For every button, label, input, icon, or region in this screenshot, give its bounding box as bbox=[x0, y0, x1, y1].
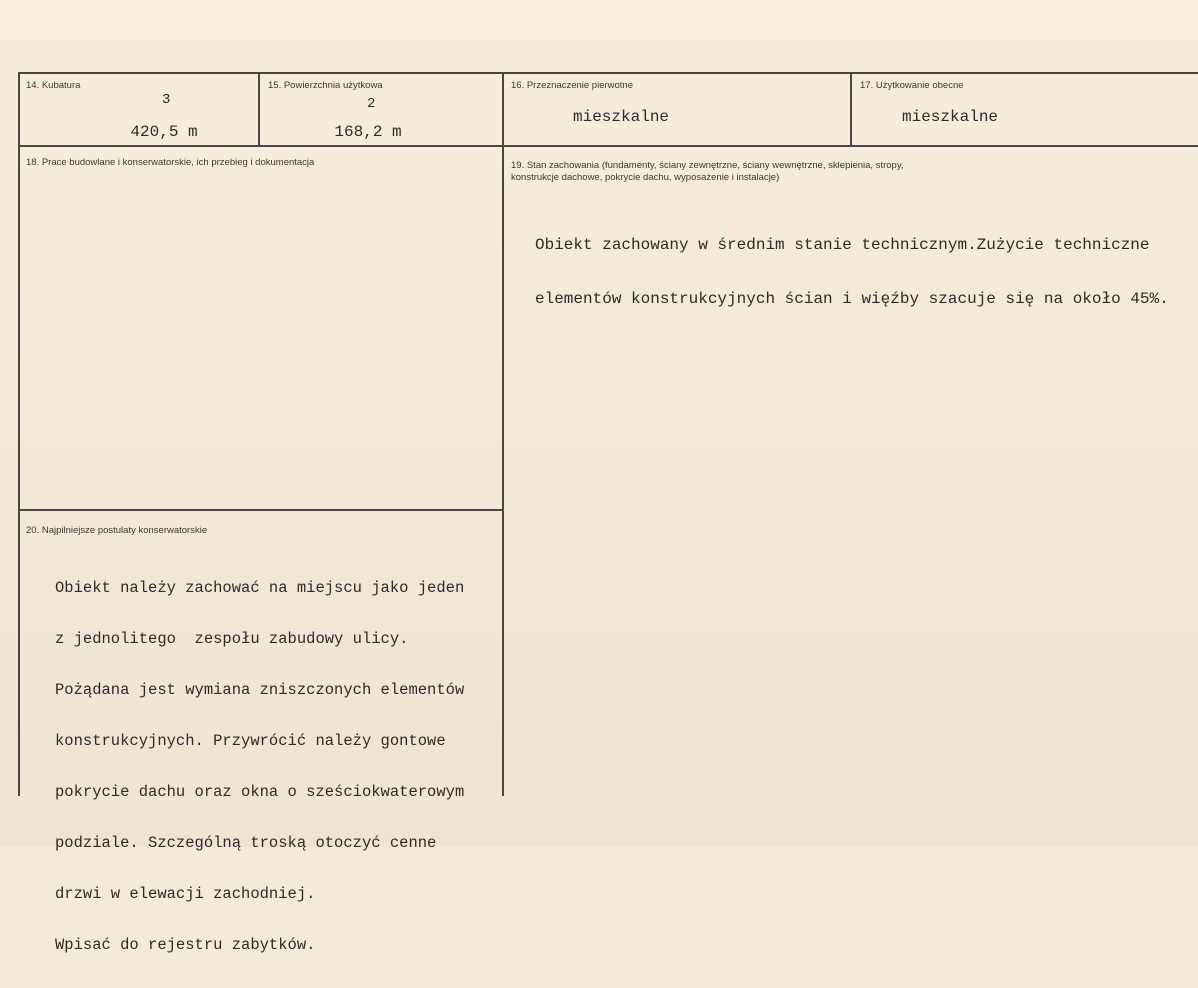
field-20-text-line: konstrukcyjnych. Przywrócić należy gontowe bbox=[55, 732, 446, 750]
field-19-text bbox=[535, 200, 1169, 344]
field-20-text-line: Pożądana jest wymiana zniszczonych elementów bbox=[55, 681, 465, 699]
field-14-value bbox=[92, 105, 198, 159]
field-19-text-line: Obiekt zachowany w średnim stanie technicznym.Zużycie techniczne bbox=[535, 236, 1150, 254]
field-20-text-line: podziale. Szczególną troską otoczyć cenne bbox=[55, 834, 437, 852]
field-18-label: 18. Prace budowlane i konserwatorskie, ich przebieg i dokumentacja bbox=[26, 157, 315, 168]
field-20-text-line: Wpisać do rejestru zabytków. bbox=[55, 936, 316, 954]
col-divider-3 bbox=[850, 72, 852, 147]
field-14-label: 14. Kubatura bbox=[26, 80, 81, 91]
field-20-text-line: drzwi w elewacji zachodniej. bbox=[55, 885, 316, 903]
field-16-label: 16. Przeznaczenie pierwotne bbox=[511, 80, 633, 91]
volume-value: 420,5 bbox=[130, 123, 179, 141]
top-border-line bbox=[18, 72, 1198, 74]
field-20-text-line: Obiekt należy zachować na miejscu jako jeden bbox=[55, 579, 465, 597]
field-20-label: 20. Najpilniejsze postulaty konserwatorskie bbox=[26, 525, 208, 536]
field-19-label-line-2: konstrukcje dachowe, pokrycie dachu, wyposażenie i instalacje) bbox=[511, 172, 780, 183]
area-exponent: 2 bbox=[367, 96, 376, 112]
left-border-line bbox=[18, 72, 20, 796]
field-19-text-line: elementów konstrukcyjnych ścian i więźby szacuje się na około 45%. bbox=[535, 290, 1169, 308]
area-unit: m bbox=[392, 123, 402, 141]
field-15-label: 15. Powierzchnia użytkowa bbox=[268, 80, 383, 91]
field-16-value: mieszkalne bbox=[573, 108, 670, 126]
field-20-text-line: pokrycie dachu oraz okna o sześciokwaterowym bbox=[55, 783, 465, 801]
field-17-value: mieszkalne bbox=[902, 108, 999, 126]
field-20-text-line: z jednolitego zespołu zabudowy ulicy. bbox=[55, 630, 409, 648]
area-value: 168,2 bbox=[334, 123, 383, 141]
field-15-value bbox=[296, 105, 402, 159]
field-20-text bbox=[55, 546, 464, 988]
field-17-label: 17. Użytkowanie obecne bbox=[860, 80, 964, 91]
field-19-label-line-1: 19. Stan zachowania (fundamenty, ściany zewnętrzne, ściany wewnętrzne, sklepienia, stropy, bbox=[511, 160, 904, 171]
col-divider-1 bbox=[258, 72, 260, 147]
col-divider-2 bbox=[502, 72, 504, 796]
volume-unit: m bbox=[188, 123, 198, 141]
volume-exponent: 3 bbox=[162, 92, 171, 108]
left-section-divider bbox=[18, 509, 503, 511]
